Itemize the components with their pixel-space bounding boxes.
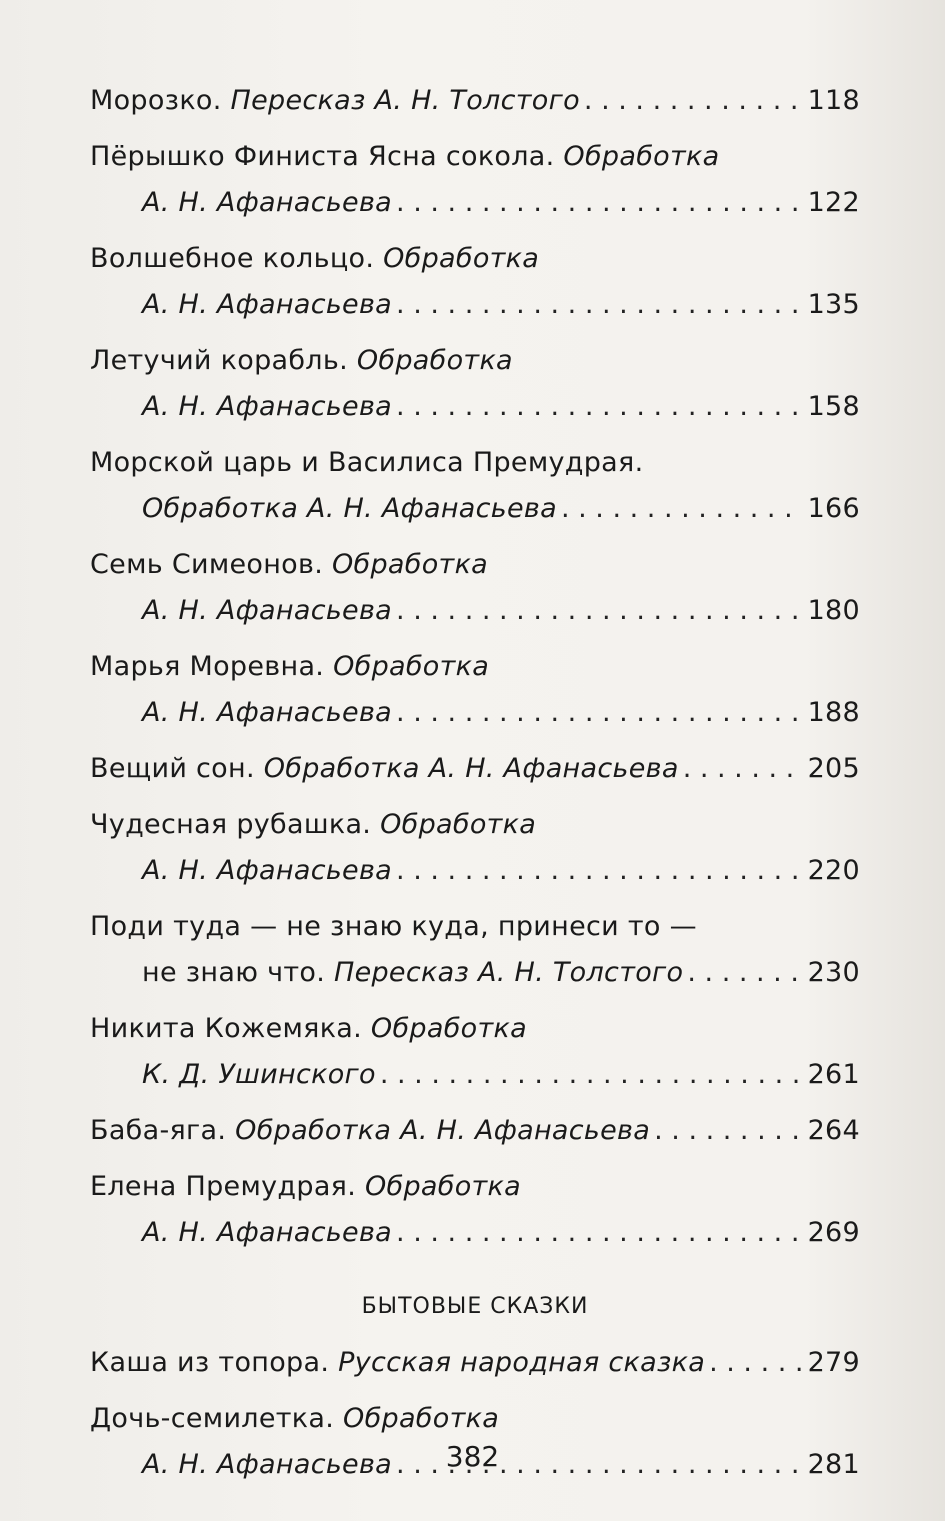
entry-source: Обработка: [343, 1403, 500, 1434]
dot-leader: [396, 690, 804, 736]
entry-source: Обработка: [364, 1171, 522, 1202]
toc-entry-line: [90, 1396, 860, 1442]
entry-source: Обработка А. Н. Афанасьева: [263, 753, 679, 784]
toc-entry-line: [90, 440, 860, 486]
toc-entry: [90, 338, 860, 430]
entry-source: Русская народная сказка: [338, 1347, 706, 1378]
toc-entry: [90, 746, 860, 792]
entry-title: Летучий корабль.: [90, 345, 357, 376]
entry-page-number: 269: [807, 1217, 860, 1248]
dot-leader: [396, 848, 804, 894]
entry-source: Обработка: [380, 809, 537, 840]
entry-title: Морозко.: [90, 85, 231, 116]
toc-entry: [90, 1164, 860, 1256]
entry-page-number: 135: [807, 289, 860, 320]
toc-entry: [90, 802, 860, 894]
table-of-contents: [90, 78, 860, 1498]
entry-source: Пересказ А. Н. Толстого: [333, 957, 684, 988]
toc-entry: [90, 78, 860, 124]
entry-source: А. Н. Афанасьева: [142, 595, 393, 626]
section-heading: БЫТОВЫЕ СКАЗКИ: [361, 1294, 589, 1319]
dot-leader: [683, 746, 804, 792]
toc-entry-line: [90, 180, 860, 226]
entry-source: А. Н. Афанасьева: [142, 697, 393, 728]
entry-page-number: 220: [807, 855, 860, 886]
entry-source: А. Н. Афанасьева: [142, 1449, 393, 1480]
toc-entry-line: [90, 236, 860, 282]
entry-source: Обработка А. Н. Афанасьева: [142, 493, 557, 524]
toc-entry-line: [90, 1006, 860, 1052]
entry-title: Волшебное кольцо.: [90, 243, 384, 274]
dot-leader: [687, 950, 803, 996]
entry-page-number: 122: [807, 187, 860, 218]
toc-entry-line: [90, 848, 860, 894]
entry-title: Марья Моревна.: [90, 651, 334, 682]
toc-entry: [90, 904, 860, 996]
toc-entry-line: [90, 1340, 860, 1386]
entry-source: Обработка: [331, 549, 489, 580]
dot-leader: [396, 282, 804, 328]
toc-entry-line: [90, 78, 860, 124]
toc-entry: [90, 1108, 860, 1154]
entry-title: Елена Премудрая.: [90, 1171, 365, 1202]
toc-entry-line: [90, 1164, 860, 1210]
toc-entry-line: [90, 644, 860, 690]
entry-title: Каша из топора.: [90, 1347, 339, 1378]
entry-title: Семь Симеонов.: [90, 549, 332, 580]
entry-page-number: 166: [807, 493, 860, 524]
toc-entry-line: [90, 338, 860, 384]
entry-source: Пересказ А. Н. Толстого: [230, 85, 580, 116]
dot-leader: [584, 78, 804, 124]
entry-source: Обработка А. Н. Афанасьева: [235, 1115, 651, 1146]
toc-entry: [90, 644, 860, 736]
entry-title: Пёрышко Финиста Ясна сокола.: [90, 141, 564, 172]
entry-source: А. Н. Афанасьева: [142, 1217, 393, 1248]
toc-entry-line: [90, 950, 860, 996]
entry-source: А. Н. Афанасьева: [142, 187, 393, 218]
toc-entry-line: [90, 1210, 860, 1256]
entry-page-number: 264: [807, 1115, 860, 1146]
toc-entry-line: [90, 384, 860, 430]
entry-title: Морской царь и Василиса Премудрая.: [90, 447, 644, 478]
entry-source: А. Н. Афанасьева: [142, 855, 393, 886]
entry-page-number: 118: [807, 85, 860, 116]
toc-entry-line: [90, 282, 860, 328]
entry-page-number: 230: [807, 957, 860, 988]
toc-entry: [90, 542, 860, 634]
toc-entry-line: [90, 1052, 860, 1098]
entry-page-number: 188: [807, 697, 860, 728]
entry-title: Чудесная рубашка.: [90, 809, 381, 840]
dot-leader: [396, 1210, 804, 1256]
toc-entry: [90, 440, 860, 532]
toc-entry: [90, 1006, 860, 1098]
entry-source: К. Д. Ушинского: [142, 1059, 376, 1090]
toc-entry-line: [90, 134, 860, 180]
dot-leader: [380, 1052, 804, 1098]
entry-page-number: 158: [807, 391, 860, 422]
toc-entry: [90, 236, 860, 328]
toc-entry-line: [90, 904, 860, 950]
entry-title-continued: не знаю что.: [142, 957, 334, 988]
dot-leader: [709, 1340, 803, 1386]
toc-group-main: [90, 78, 860, 1256]
entry-page-number: 279: [807, 1347, 860, 1378]
entry-source: Обработка: [370, 1013, 527, 1044]
toc-entry-line: [90, 746, 860, 792]
toc-entry: [90, 134, 860, 226]
dot-leader: [561, 486, 804, 532]
toc-entry-line: [90, 690, 860, 736]
entry-page-number: 180: [807, 595, 860, 626]
entry-title: Поди туда — не знаю куда, принеси то —: [90, 911, 697, 942]
toc-entry: [90, 1340, 860, 1386]
entry-source: А. Н. Афанасьева: [142, 289, 393, 320]
toc-entry-line: [90, 542, 860, 588]
toc-entry-line: [90, 588, 860, 634]
dot-leader: [654, 1108, 803, 1154]
dot-leader: [396, 588, 804, 634]
entry-source: Обработка: [383, 243, 540, 274]
dot-leader: [396, 384, 804, 430]
toc-entry-line: [90, 802, 860, 848]
toc-entry-line: [90, 486, 860, 532]
toc-entry-line: [90, 1108, 860, 1154]
dot-leader: [396, 180, 804, 226]
page-number: 382: [445, 1440, 500, 1473]
entry-source: Обработка: [563, 141, 720, 172]
entry-title: Баба-яга.: [90, 1115, 236, 1146]
entry-source: А. Н. Афанасьева: [142, 391, 393, 422]
entry-title: Дочь-семилетка.: [90, 1403, 344, 1434]
entry-title: Никита Кожемяка.: [90, 1013, 371, 1044]
entry-source: Обработка: [356, 345, 513, 376]
entry-source: Обработка: [333, 651, 490, 682]
entry-page-number: 261: [807, 1059, 860, 1090]
entry-page-number: 281: [807, 1449, 860, 1480]
entry-page-number: 205: [807, 753, 860, 784]
entry-title: Вещий сон.: [90, 753, 264, 784]
